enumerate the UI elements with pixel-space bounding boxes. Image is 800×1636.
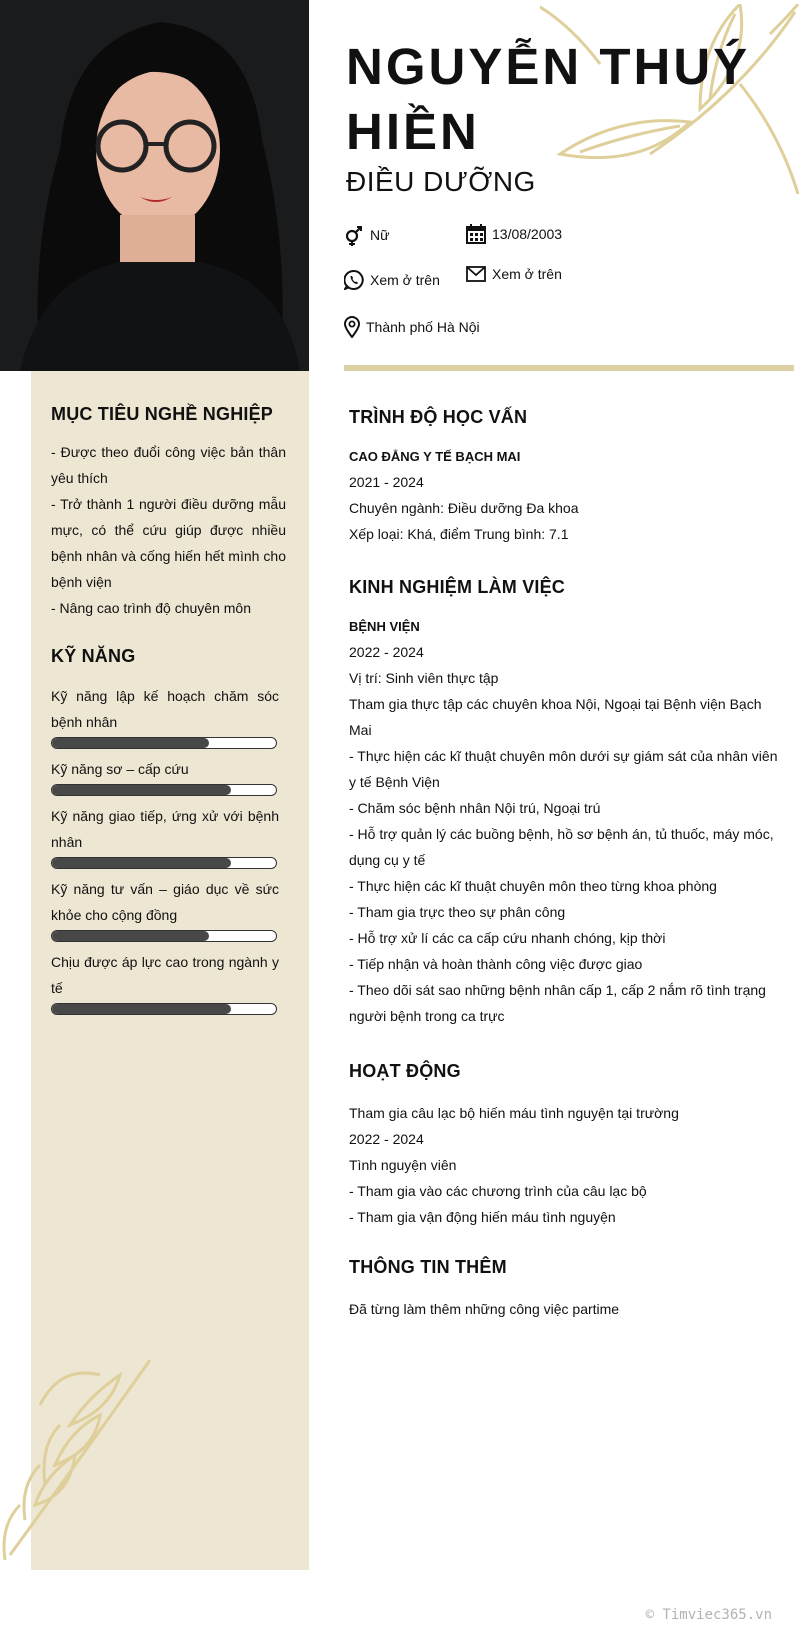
address-info <box>344 316 480 338</box>
birthdate-value: 13/08/2003 <box>492 226 563 242</box>
section-title: MỤC TIÊU NGHỀ NGHIỆP <box>51 404 274 424</box>
gender-icon <box>344 224 364 246</box>
experience-line: - Tiếp nhận và hoàn thành công việc được giao <box>349 956 643 972</box>
company-name: BỆNH VIỆN <box>349 619 420 634</box>
experience-line: - Theo dõi sát sao những bệnh nhân cấp 1, cấp 2 nắm rõ tình trạng người bệnh trong ca trực <box>349 982 766 1024</box>
objective-line: - Trở thành 1 người điều dưỡng mẫu mực, có thể cứu giúp được nhiều bệnh nhân và cống hiến hết mình cho bệnh viện <box>51 496 286 590</box>
phone-info <box>344 270 440 290</box>
candidate-name: NGUYỄN THUÝ HIỀN <box>346 38 751 160</box>
experience-line: - Chăm sóc bệnh nhân Nội trú, Ngoại trú <box>349 800 601 816</box>
skill-name: Kỹ năng lập kế hoạch chăm sóc bệnh nhân <box>51 688 279 730</box>
experience-period: 2022 - 2024 <box>349 644 424 660</box>
experience-line: - Hỗ trợ quản lý các buồng bệnh, hồ sơ bệnh án, tủ thuốc, máy móc, dụng cụ y tế <box>349 826 774 868</box>
additional-info-section <box>349 1257 779 1322</box>
header-divider <box>344 365 794 371</box>
school-name: CAO ĐẲNG Y TẾ BẠCH MAI <box>349 449 521 464</box>
education-section <box>349 407 779 547</box>
section-title: KINH NGHIỆM LÀM VIỆC <box>349 577 566 597</box>
birthdate-info <box>466 224 562 244</box>
experience-position: Vị trí: Sinh viên thực tập <box>349 670 499 686</box>
education-period: 2021 - 2024 <box>349 474 424 490</box>
section-title: KỸ NĂNG <box>51 646 136 666</box>
skill-level-fill <box>52 1004 231 1014</box>
activity-period: 2022 - 2024 <box>349 1131 424 1147</box>
skill-name: Kỹ năng tư vấn – giáo dục về sức khỏe cho cộng đồng <box>51 881 279 923</box>
skill-name: Kỹ năng giao tiếp, ứng xử với bệnh nhân <box>51 808 279 850</box>
experience-section <box>349 577 779 1029</box>
section-title: HOẠT ĐỘNG <box>349 1061 461 1081</box>
gender-info <box>344 224 389 246</box>
skill-progress-bar <box>51 930 277 942</box>
phone-value: Xem ở trên <box>370 272 440 288</box>
skill-level-fill <box>52 785 231 795</box>
calendar-icon <box>466 224 486 244</box>
skill-progress-bar <box>51 737 277 749</box>
skills-section <box>51 646 279 1022</box>
additional-text: Đã từng làm thêm những công việc partime <box>349 1301 620 1317</box>
email-info <box>466 266 562 282</box>
skill-item <box>51 803 279 869</box>
experience-line: Tham gia thực tập các chuyên khoa Nội, Ngoại tại Bệnh viện Bạch Mai <box>349 696 762 738</box>
skill-name: Chịu được áp lực cao trong ngành y tế <box>51 954 279 996</box>
experience-line: - Tham gia trực theo sự phân công <box>349 904 566 920</box>
objective-line: - Được theo đuổi công việc bản thân yêu thích <box>51 444 286 486</box>
career-objective-section <box>51 404 286 621</box>
section-title: THÔNG TIN THÊM <box>349 1257 507 1277</box>
skill-progress-bar <box>51 1003 277 1015</box>
address-value: Thành phố Hà Nội <box>366 319 480 335</box>
skill-level-fill <box>52 931 209 941</box>
skill-level-fill <box>52 858 231 868</box>
activity-line: - Tham gia vào các chương trình của câu lạc bộ <box>349 1183 647 1199</box>
skill-item <box>51 756 279 796</box>
gender-value: Nữ <box>370 227 390 243</box>
activity-role: Tình nguyện viên <box>349 1157 457 1173</box>
education-grade: Xếp loại: Khá, điểm Trung bình: 7.1 <box>349 526 569 542</box>
leaf-decoration-icon <box>0 1355 160 1570</box>
skill-item <box>51 683 279 749</box>
job-title: ĐIỀU DƯỠNG <box>346 166 536 197</box>
profile-photo <box>0 0 309 371</box>
experience-line: - Thực hiện các kĩ thuật chuyên môn theo từng khoa phòng <box>349 878 717 894</box>
email-value: Xem ở trên <box>492 266 562 282</box>
watermark: © Timviec365.vn <box>645 1607 772 1623</box>
skill-progress-bar <box>51 857 277 869</box>
phone-icon <box>344 270 364 290</box>
skill-item <box>51 876 279 942</box>
education-major: Chuyên ngành: Điều dưỡng Đa khoa <box>349 500 579 516</box>
activity-org: Tham gia câu lạc bộ hiến máu tình nguyện tại trường <box>349 1105 679 1121</box>
skill-item <box>51 949 279 1015</box>
section-title: TRÌNH ĐỘ HỌC VẤN <box>349 407 528 427</box>
activity-line: - Tham gia vận động hiến máu tình nguyện <box>349 1209 616 1225</box>
activities-section <box>349 1061 779 1230</box>
experience-line: - Hỗ trợ xử lí các ca cấp cứu nhanh chóng, kịp thời <box>349 930 666 946</box>
email-icon <box>466 266 486 282</box>
skill-name: Kỹ năng sơ – cấp cứu <box>51 761 189 777</box>
skill-progress-bar <box>51 784 277 796</box>
experience-line: - Thực hiện các kĩ thuật chuyên môn dưới sự giám sát của nhân viên y tế Bệnh Viện <box>349 748 778 790</box>
objective-line: - Nâng cao trình độ chuyên môn <box>51 600 252 616</box>
location-pin-icon <box>344 316 360 338</box>
skill-level-fill <box>52 738 209 748</box>
